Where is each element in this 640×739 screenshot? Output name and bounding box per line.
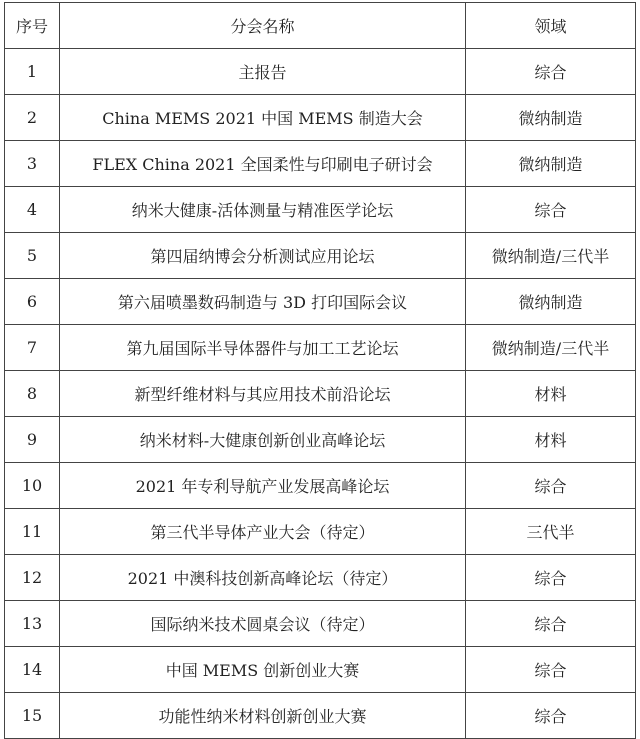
cell-name: 国际纳米技术圆桌会议（待定） bbox=[60, 601, 466, 647]
table-row bbox=[5, 325, 636, 371]
cell-name: 2021 年专利导航产业发展高峰论坛 bbox=[60, 463, 466, 509]
sessions-table bbox=[4, 2, 636, 739]
table-row bbox=[5, 233, 636, 279]
cell-index: 13 bbox=[5, 601, 60, 647]
cell-name: 第六届喷墨数码制造与 3D 打印国际会议 bbox=[60, 279, 466, 325]
cell-field: 综合 bbox=[466, 647, 636, 693]
table-row bbox=[5, 509, 636, 555]
cell-field: 材料 bbox=[466, 371, 636, 417]
cell-name: 纳米大健康-活体测量与精准医学论坛 bbox=[60, 187, 466, 233]
header-name: 分会名称 bbox=[60, 3, 466, 49]
cell-name: 纳米材料-大健康创新创业高峰论坛 bbox=[60, 417, 466, 463]
table-row bbox=[5, 187, 636, 233]
cell-name: 功能性纳米材料创新创业大赛 bbox=[60, 693, 466, 739]
table-row bbox=[5, 279, 636, 325]
cell-field: 综合 bbox=[466, 601, 636, 647]
cell-index: 10 bbox=[5, 463, 60, 509]
table-row bbox=[5, 555, 636, 601]
cell-index: 8 bbox=[5, 371, 60, 417]
table-row bbox=[5, 463, 636, 509]
header-field: 领域 bbox=[466, 3, 636, 49]
cell-name: 2021 中澳科技创新高峰论坛（待定） bbox=[60, 555, 466, 601]
cell-index: 1 bbox=[5, 49, 60, 95]
cell-name: FLEX China 2021 全国柔性与印刷电子研讨会 bbox=[60, 141, 466, 187]
cell-index: 15 bbox=[5, 693, 60, 739]
cell-field: 微纳制造 bbox=[466, 95, 636, 141]
cell-field: 微纳制造/三代半 bbox=[466, 325, 636, 371]
cell-field: 材料 bbox=[466, 417, 636, 463]
cell-index: 9 bbox=[5, 417, 60, 463]
cell-field: 综合 bbox=[466, 463, 636, 509]
cell-field: 微纳制造/三代半 bbox=[466, 233, 636, 279]
cell-index: 12 bbox=[5, 555, 60, 601]
cell-name: China MEMS 2021 中国 MEMS 制造大会 bbox=[60, 95, 466, 141]
header-index: 序号 bbox=[5, 3, 60, 49]
table-body bbox=[5, 49, 636, 739]
table-row bbox=[5, 95, 636, 141]
cell-field: 综合 bbox=[466, 693, 636, 739]
cell-field: 综合 bbox=[466, 49, 636, 95]
cell-index: 6 bbox=[5, 279, 60, 325]
table-row bbox=[5, 371, 636, 417]
cell-name: 第三代半导体产业大会（待定） bbox=[60, 509, 466, 555]
cell-name: 中国 MEMS 创新创业大赛 bbox=[60, 647, 466, 693]
cell-name: 第四届纳博会分析测试应用论坛 bbox=[60, 233, 466, 279]
cell-name: 新型纤维材料与其应用技术前沿论坛 bbox=[60, 371, 466, 417]
cell-field: 微纳制造 bbox=[466, 279, 636, 325]
table-row bbox=[5, 417, 636, 463]
cell-index: 11 bbox=[5, 509, 60, 555]
table-row bbox=[5, 141, 636, 187]
cell-name: 主报告 bbox=[60, 49, 466, 95]
cell-name: 第九届国际半导体器件与加工工艺论坛 bbox=[60, 325, 466, 371]
cell-index: 14 bbox=[5, 647, 60, 693]
table-row bbox=[5, 601, 636, 647]
cell-field: 微纳制造 bbox=[466, 141, 636, 187]
table-row bbox=[5, 49, 636, 95]
cell-field: 综合 bbox=[466, 187, 636, 233]
cell-index: 2 bbox=[5, 95, 60, 141]
table-header-row bbox=[5, 3, 636, 49]
cell-field: 三代半 bbox=[466, 509, 636, 555]
cell-index: 4 bbox=[5, 187, 60, 233]
cell-index: 5 bbox=[5, 233, 60, 279]
table-row bbox=[5, 647, 636, 693]
cell-index: 3 bbox=[5, 141, 60, 187]
cell-index: 7 bbox=[5, 325, 60, 371]
cell-field: 综合 bbox=[466, 555, 636, 601]
